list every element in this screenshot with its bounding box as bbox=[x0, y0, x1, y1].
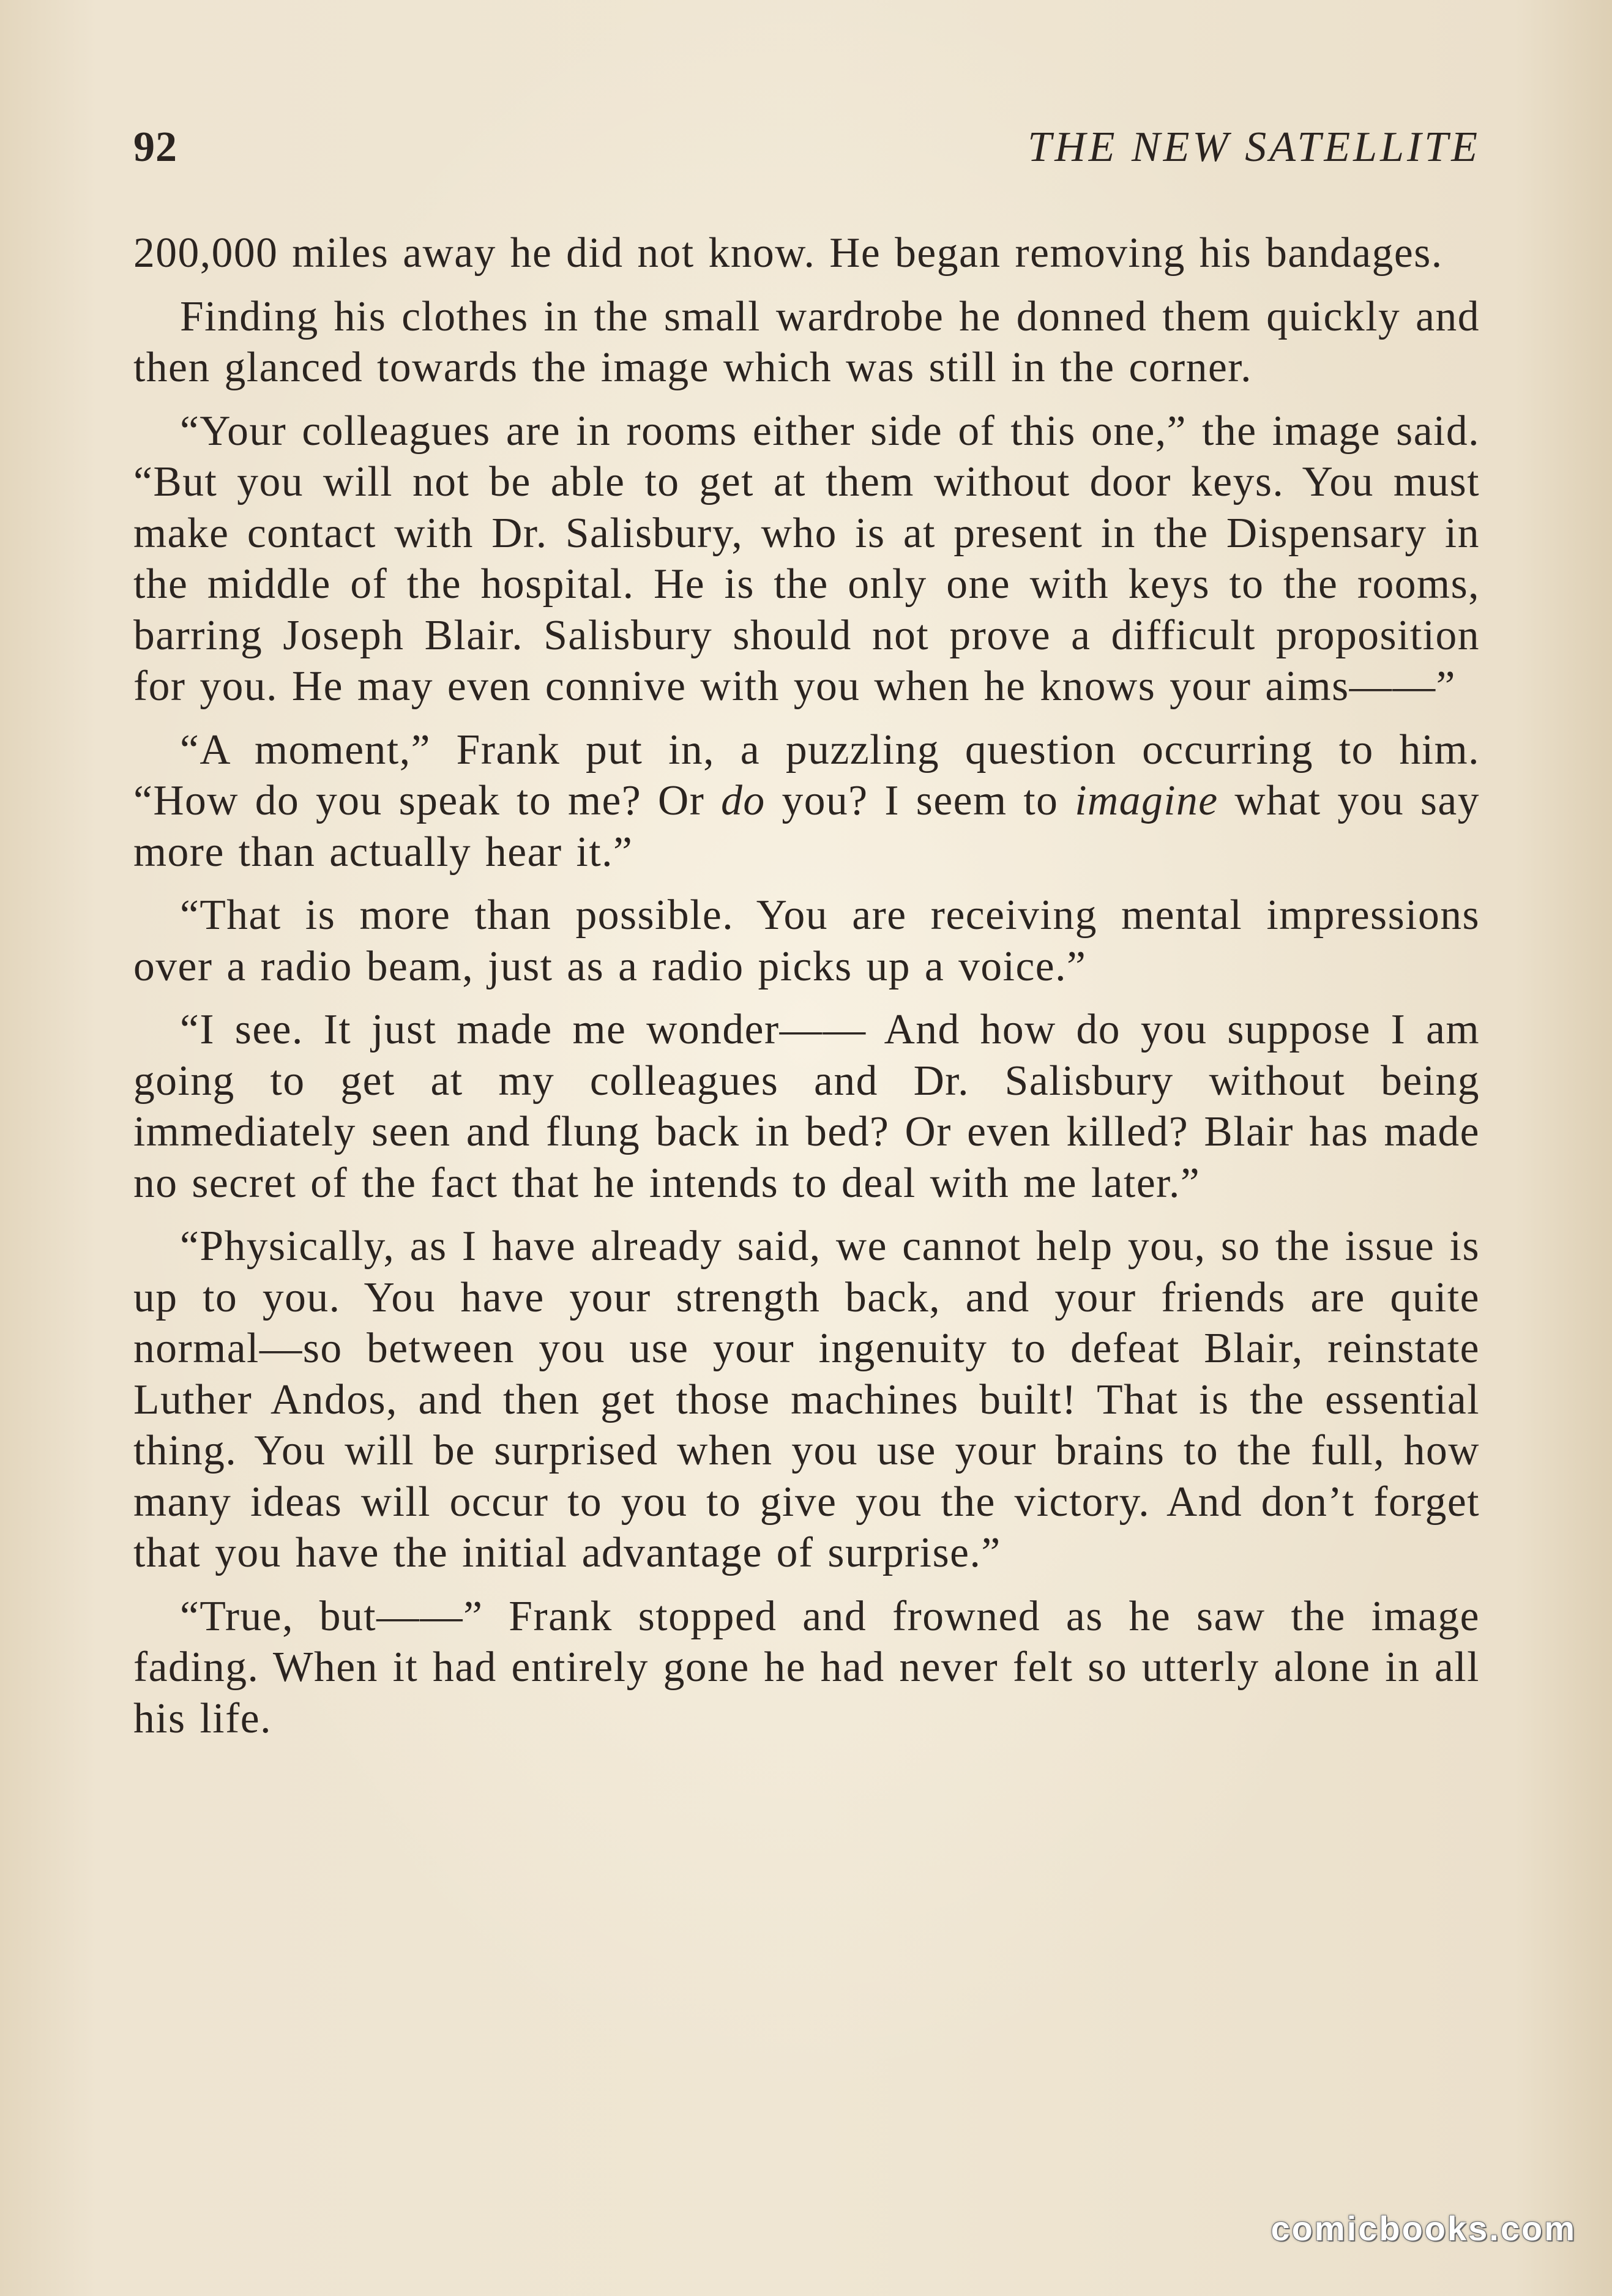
text-run: 200,000 miles away he did not know. He began removing his bandages. bbox=[133, 229, 1443, 277]
italic-text: do bbox=[721, 777, 766, 824]
running-head bbox=[133, 120, 1480, 175]
paragraph bbox=[133, 1591, 1480, 1745]
paragraph bbox=[133, 1221, 1480, 1579]
text-run: “True, but——” Frank stopped and frowned as he saw the image fading. When it had entirely gone he had never felt so utterly alone in all his life. bbox=[133, 1592, 1480, 1742]
text-run: “Your colleagues are in rooms either side of this one,” the image said. “But you will not be able to get at them without door keys. You must make contact with Dr. Salisbury, who is at present in the Dispensary in the middle of the hospital. He is the only one with keys to the rooms, barring Joseph Blair. Salisbury should not prove a difficult proposition for you. He may even connive with you when he knows your aims——” bbox=[133, 407, 1480, 710]
paragraph bbox=[133, 291, 1480, 393]
paragraph bbox=[133, 406, 1480, 712]
text-run: you? I seem to bbox=[765, 777, 1075, 824]
text-run: what you say more than actually hear it.” bbox=[133, 777, 1480, 876]
text-run: “A moment,” Frank put in, a puzzling question occurring to him. “How do you speak to me? Or bbox=[133, 726, 1480, 824]
paragraph bbox=[133, 228, 1480, 279]
watermark: comicbooks.com bbox=[1271, 2209, 1577, 2248]
text-run: “I see. It just made me wonder—— And how do you suppose I am going to get at my colleagues and Dr. Salisbury without being immediately seen and flung back in bed? Or even killed? Blair has made no secret of the fact that he intends to deal with me later.” bbox=[133, 1006, 1480, 1207]
paragraph bbox=[133, 725, 1480, 878]
running-title: THE NEW SATELLITE bbox=[1028, 124, 1480, 171]
italic-text: imagine bbox=[1075, 777, 1218, 824]
paragraph bbox=[133, 890, 1480, 992]
page-number: 92 bbox=[133, 124, 177, 171]
text-run: “That is more than possible. You are receiving mental impressions over a radio beam, just as a radio picks up a voice.” bbox=[133, 892, 1480, 990]
text-run: “Physically, as I have already said, we cannot help you, so the issue is up to you. You have your strength back, and your friends are quite normal—so between you use your ingenuity to defeat Blair, reinstate Luther Andos, and then get those machines built! That is the essential thing. You will be surprised when you use your brains to the full, how many ideas will occur to you to give you the victory. And don’t forget that you have the initial advantage of surprise.” bbox=[133, 1223, 1480, 1576]
body-text bbox=[133, 228, 1480, 1744]
text-run: Finding his clothes in the small wardrobe he donned them quickly and then glanced towards the image which was still in the corner. bbox=[133, 293, 1480, 391]
paragraph bbox=[133, 1004, 1480, 1209]
